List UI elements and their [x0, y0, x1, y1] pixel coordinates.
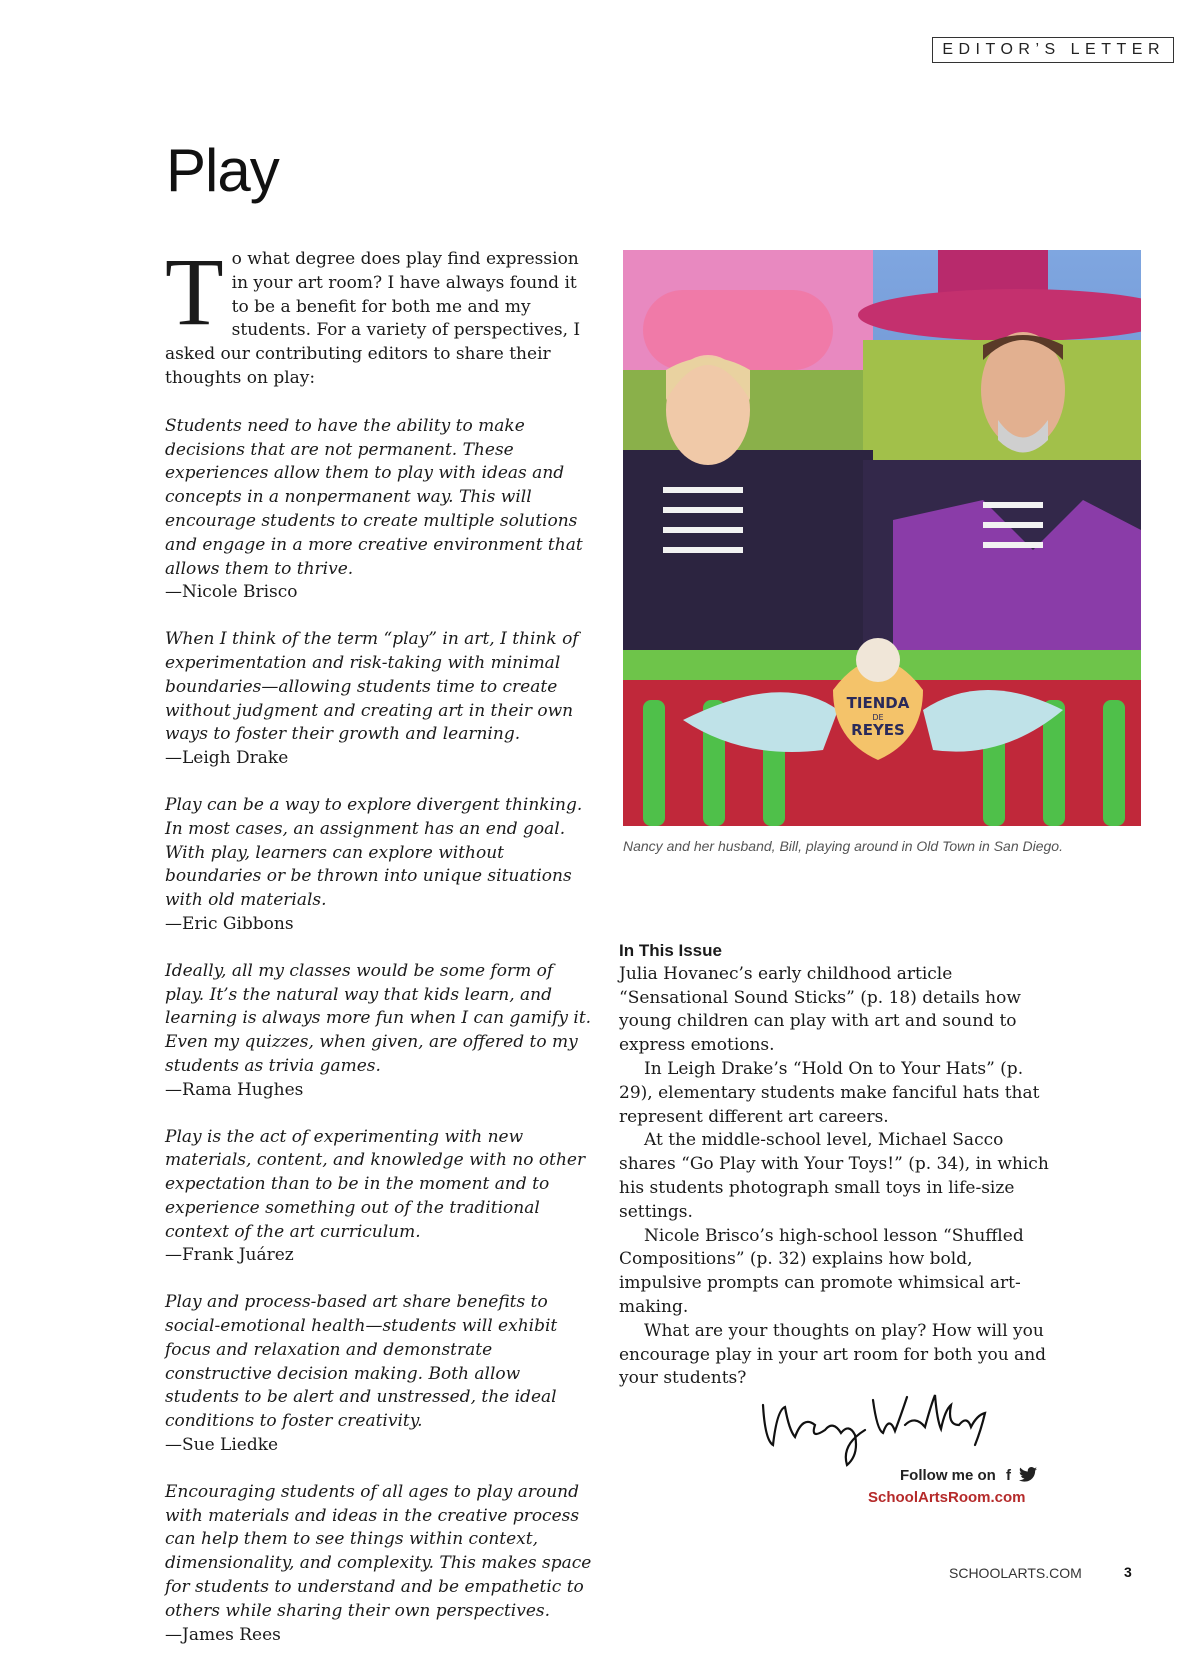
- issue-paragraph: Nicole Brisco’s high-school lesson “Shuffled Compositions” (p. 32) explains how bold, impulsive prompts can promote whimsical art-making.: [619, 1225, 1024, 1317]
- sign-text-line3: REYES: [851, 721, 905, 739]
- signature-graphic: [755, 1385, 995, 1470]
- footer-site: SCHOOLARTS.COM: [949, 1565, 1082, 1581]
- quote-text: Students need to have the ability to make decisions that are not permanent. These experiences allow them to play with ideas and concepts in a nonpermanent way. This will encourage students to create multiple solutions and engage in a more creative environment that allows them to thrive.: [165, 415, 583, 579]
- quote-text: When I think of the term “play” in art, I think of experimentation and risk-taking with minimal boundaries—allowing students time to create without judgment and creating art in their own ways to foster their growth and learning.: [165, 629, 579, 745]
- drop-cap: T: [165, 238, 224, 345]
- follow-me-line: [900, 1467, 1037, 1486]
- quote-block: [165, 794, 593, 937]
- sign-text-line2: DE: [872, 713, 884, 722]
- quote-block: [165, 628, 593, 771]
- follow-label: Follow me on: [900, 1467, 996, 1484]
- in-this-issue-heading: In This Issue: [619, 941, 722, 960]
- contributor-quotes-column: [165, 238, 593, 1670]
- facebook-icon[interactable]: f: [1006, 1467, 1012, 1484]
- quote-text: Ideally, all my classes would be some form of play. It’s the natural way that kids learn, and learning is always more fun when I can gamify it. Even my quizzes, when given, are offered to my students as trivia games.: [165, 960, 592, 1076]
- section-label: EDITOR’S LETTER: [932, 37, 1174, 63]
- issue-paragraph: In Leigh Drake’s “Hold On to Your Hats” (p. 29), elementary students make fanciful hats that represent different art careers.: [619, 1058, 1040, 1127]
- sign-text-line1: TIENDA: [846, 694, 910, 712]
- in-this-issue-section: [619, 939, 1049, 1391]
- quote-author: —Sue Liedke: [165, 1435, 279, 1456]
- quote-text: Encouraging students of all ages to play around with materials and ideas in the creative process can help them to see things within context, dimensionality, and complexity. This makes space for students to understand and be empathetic to others while sharing their own perspectives.: [165, 1481, 592, 1621]
- schoolartsroom-link[interactable]: SchoolArtsRoom.com: [868, 1489, 1026, 1506]
- quote-block: [165, 1291, 593, 1458]
- quote-block: [165, 415, 593, 605]
- quote-author: —Eric Gibbons: [165, 913, 294, 934]
- quote-author: —Rama Hughes: [165, 1079, 304, 1100]
- quote-text: Play is the act of experimenting with new materials, content, and knowledge with no other expectation than to be in the moment and to experience something out of the traditional context of the art curriculum.: [165, 1126, 586, 1242]
- quote-author: —Leigh Drake: [165, 748, 289, 769]
- issue-paragraph: What are your thoughts on play? How will you encourage play in your art room for both you and your students?: [619, 1320, 1047, 1389]
- intro-paragraph: [165, 238, 593, 391]
- twitter-icon[interactable]: [1019, 1469, 1037, 1486]
- quote-text: Play and process-based art share benefits to social-emotional health—students will exhibit focus and relaxation and demonstrate constructive decision making. Both allow students to be alert and unstressed, the ideal conditions to foster creativity.: [165, 1292, 558, 1432]
- editor-photo: [623, 250, 1141, 826]
- quote-block: [165, 1126, 593, 1269]
- quote-author: —James Rees: [165, 1624, 281, 1645]
- photo-caption: Nancy and her husband, Bill, playing around in Old Town in San Diego.: [623, 838, 1063, 854]
- quote-author: —Nicole Brisco: [165, 582, 298, 603]
- quote-author: —Frank Juárez: [165, 1245, 294, 1266]
- quote-block: [165, 1481, 593, 1648]
- quote-text: Play can be a way to explore divergent thinking. In most cases, an assignment has an end goal. With play, learners can explore without boundaries or be thrown into unique situations with old materials.: [165, 794, 583, 911]
- page-number: 3: [1124, 1564, 1132, 1580]
- issue-paragraph: At the middle-school level, Michael Sacco shares “Go Play with Your Toys!” (p. 34), in which his students photograph small toys in life-size settings.: [619, 1130, 1049, 1222]
- quote-block: [165, 960, 593, 1103]
- intro-text: o what degree does play find expression in your art room? I have always found it to be a benefit for both me and my students. For a variety of perspectives, I asked our contributing editors to share their thoughts on play:: [165, 249, 581, 388]
- twitter-bird-icon: [1019, 1467, 1037, 1482]
- editor-signature: [755, 1385, 995, 1474]
- photo-illustration: [623, 250, 1141, 826]
- page-title: Play: [166, 137, 279, 204]
- issue-paragraph: Julia Hovanec’s early childhood article “Sensational Sound Sticks” (p. 18) details how young children can play with art and sound to express emotions.: [619, 963, 1021, 1056]
